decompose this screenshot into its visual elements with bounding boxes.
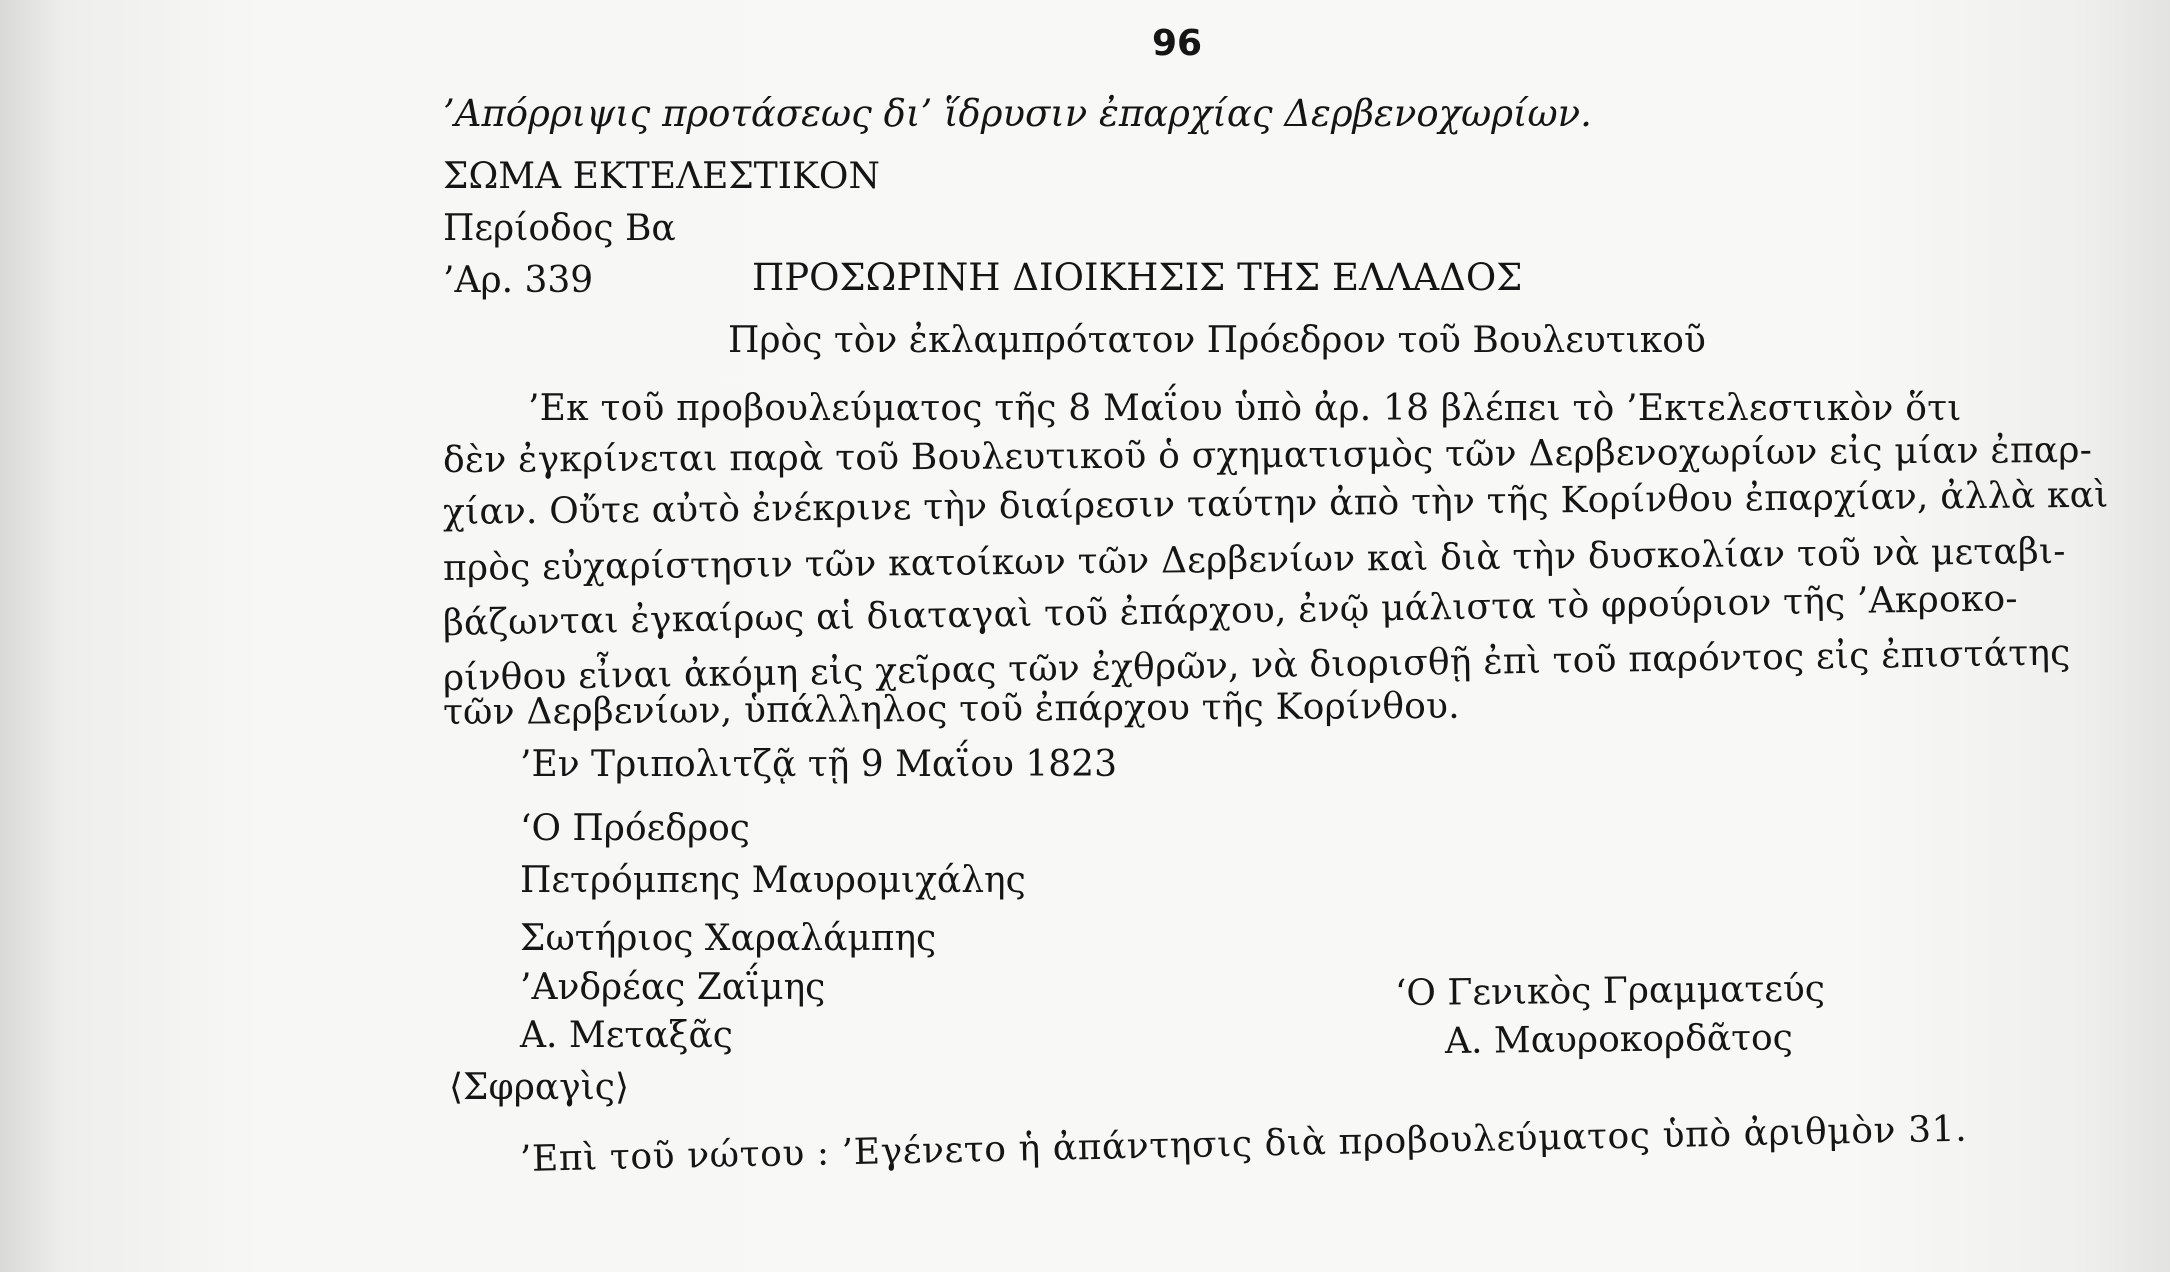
page-number: 96	[1152, 23, 1203, 64]
president-title: ‘Ο Πρόεδρος	[520, 808, 750, 849]
signatory-name: Πετρόμπεης Μαυρομιχάλης	[520, 860, 1026, 901]
government-heading: ΠΡΟΣΩΡΙΝΗ ΔΙΟΙΚΗΣΙΣ ΤΗΣ ΕΛΛΑΔΟΣ	[752, 256, 1523, 299]
reverse-note: ’Επὶ τοῦ νώτου : ’Εγένετο ἡ ἀπάντησις διὰ προβουλεύματος ὑπὸ ἀριθμὸν 31.	[519, 1108, 1968, 1180]
body-line: δὲν ἐγκρίνεται παρὰ τοῦ Βουλευτικοῦ ὁ σχηματισμὸς τῶν Δερβενοχωρίων εἰς μίαν ἐπαρ-	[442, 429, 2093, 481]
signatory-name: ’Ανδρέας Ζαΐμης	[520, 967, 826, 1008]
body-line: πρὸς εὐχαρίστησιν τῶν κατοίκων τῶν Δερβενίων καὶ διὰ τὴν δυσκολίαν τοῦ νὰ μεταβι-	[442, 531, 2066, 589]
seal-note: ⟨Σφραγὶς⟩	[449, 1067, 630, 1108]
executive-body-heading: ΣΩΜΑ ΕΚΤΕΛΕΣΤΙΚΟΝ	[443, 156, 880, 197]
document-number: ’Αρ. 339	[443, 260, 594, 301]
secretary-title: ‘Ο Γενικὸς Γραμματεύς	[1394, 968, 1826, 1014]
addressee-line: Πρὸς τὸν ἐκλαμπρότατον Πρόεδρον τοῦ Βουλευτικοῦ	[728, 320, 1706, 361]
body-line: βάζωνται ἐγκαίρως αἱ διαταγαὶ τοῦ ἐπάρχου, ἐνῷ μάλιστα τὸ φρούριον τῆς ’Ακροκο-	[442, 578, 2019, 644]
signatory-name: Α. Μεταξᾶς	[520, 1015, 733, 1056]
body-line: χίαν. Οὔτε αὐτὸ ἐνέκρινε τὴν διαίρεσιν ταύτην ἀπὸ τὴν τῆς Κορίνθου ἐπαρχίαν, ἀλλὰ καὶ	[442, 474, 2109, 533]
place-date: ’Εν Τριπολιτζᾷ τῇ 9 Μαΐου 1823	[520, 744, 1117, 785]
body-line: τῶν Δερβενίων, ὑπάλληλος τοῦ ἐπάρχου τῆς Κορίνθου.	[442, 685, 1460, 733]
period-label: Περίοδος Βα	[443, 208, 676, 249]
document-subject: ’Απόρριψις προτάσεως δι’ ἵδρυσιν ἐπαρχίας Δερβενοχωρίων.	[443, 92, 1592, 135]
body-line: ρίνθου εἶναι ἀκόμη εἰς χεῖρας τῶν ἐχθρῶν, νὰ διορισθῇ ἐπὶ τοῦ παρόντος εἰς ἐπιστάτης	[442, 632, 2071, 699]
signatory-name: Σωτήριος Χαραλάμπης	[520, 918, 937, 959]
secretary-name: Α. Μαυροκορδᾶτος	[1444, 1017, 1794, 1062]
body-line: ’Εκ τοῦ προβουλεύματος τῆς 8 Μαΐου ὑπὸ ἀρ. 18 βλέπει τὸ ’Εκτελεστικὸν ὅτι	[528, 388, 1962, 429]
